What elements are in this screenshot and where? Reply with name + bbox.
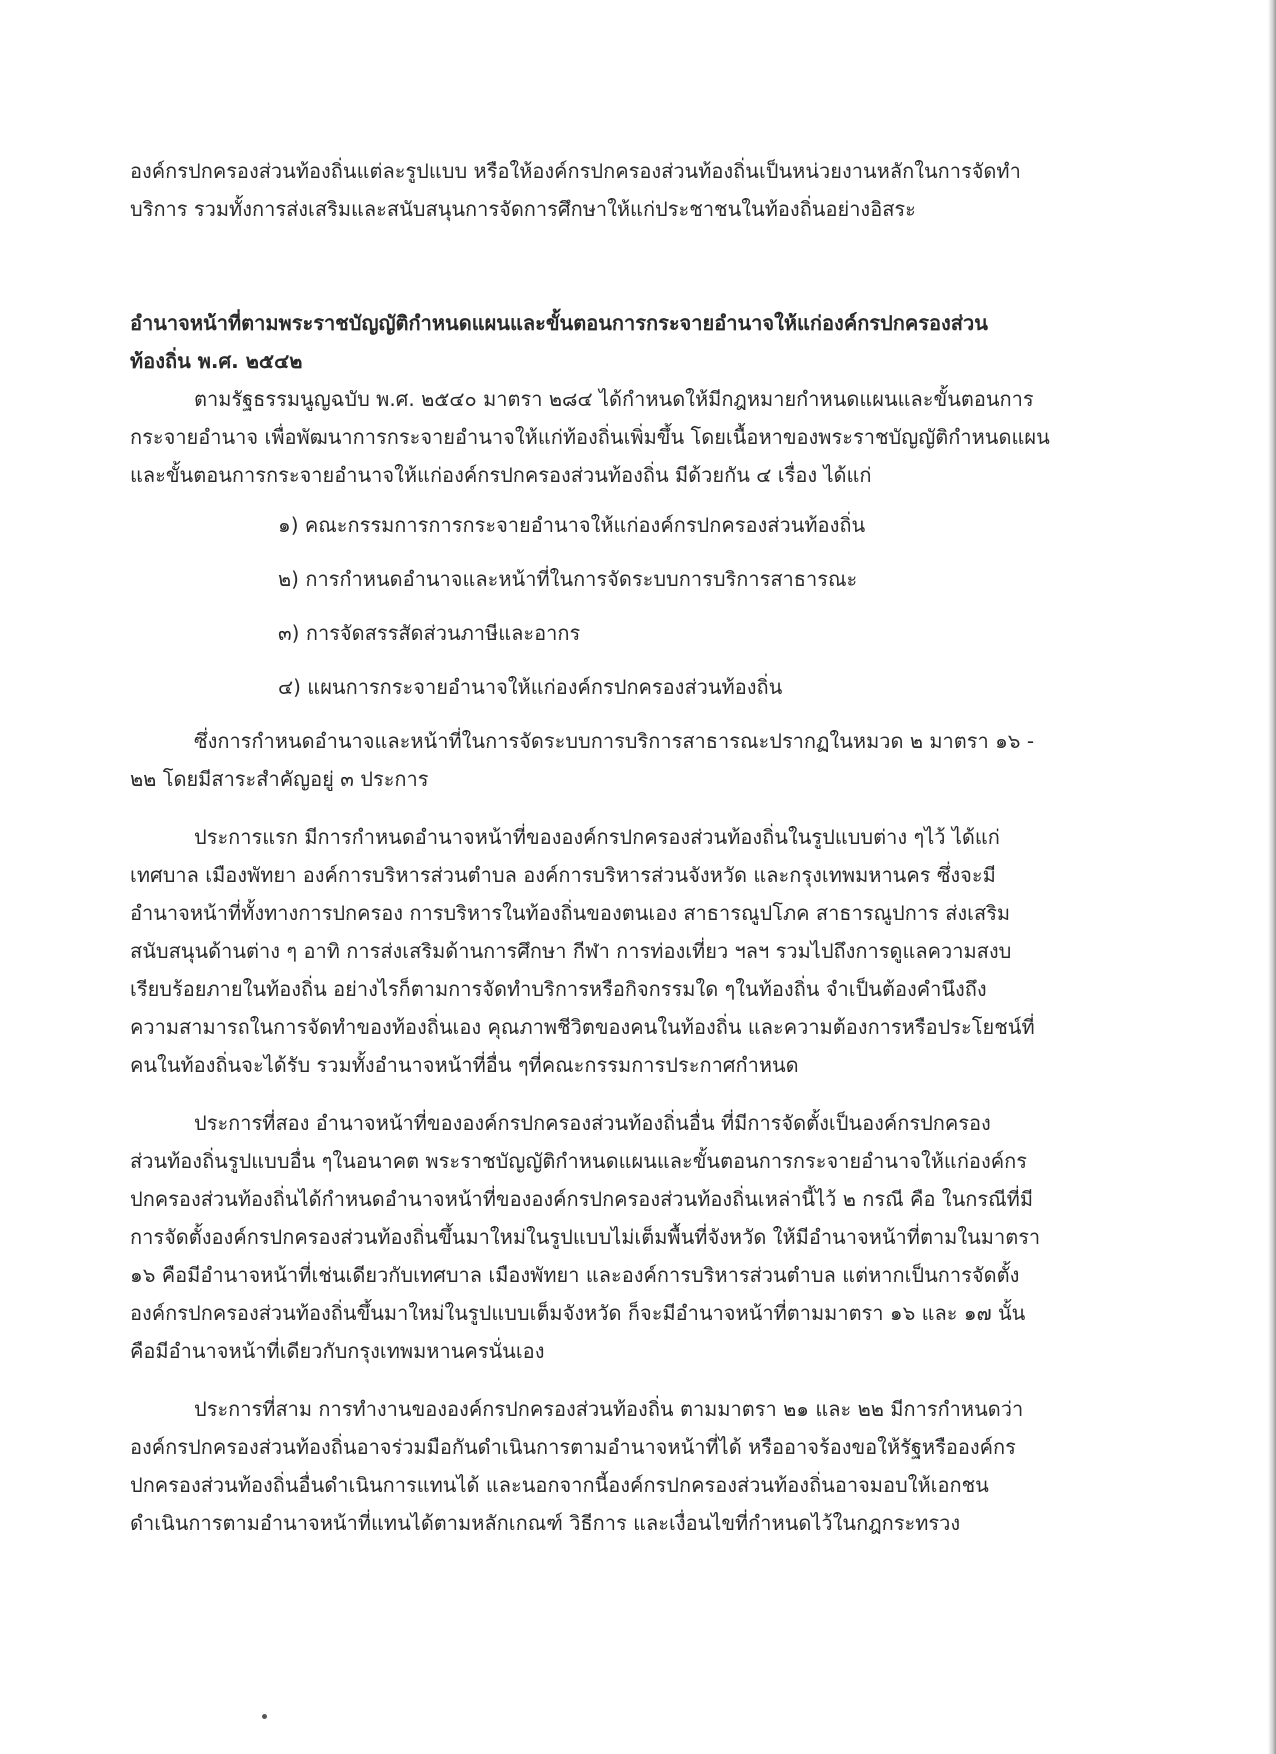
intro-paragraph bbox=[130, 152, 1090, 228]
text-line: องค์กรปกครองส่วนท้องถิ่นอาจร่วมมือกันดำเนินการตามอำนาจหน้าที่ได้ หรืออาจร้องขอให้รัฐหรือองค์กร bbox=[130, 1435, 1016, 1459]
paragraph-chapter-two bbox=[130, 722, 1090, 798]
text-line: สนับสนุนด้านต่าง ๆ อาทิ การส่งเสริมด้านการศึกษา กีฬา การท่องเที่ยว ฯลฯ รวมไปถึงการดูแลความสงบ bbox=[130, 939, 1012, 963]
text-line: ซึ่งการกำหนดอำนาจและหน้าที่ในการจัดระบบการบริการสาธารณะปรากฏในหมวด ๒ มาตรา ๑๖ - bbox=[194, 729, 1035, 753]
paragraph-third-point bbox=[130, 1390, 1090, 1542]
scan-edge-shadow bbox=[1268, 0, 1276, 1754]
text-line: องค์กรปกครองส่วนท้องถิ่นแต่ละรูปแบบ หรือให้องค์กรปกครองส่วนท้องถิ่นเป็นหน่วยงานหลักในการจัดทำ bbox=[130, 159, 1021, 183]
scan-speck bbox=[262, 1714, 267, 1719]
topic-item: ๓) การจัดสรรสัดส่วนภาษีและอากร bbox=[278, 621, 581, 645]
text-line: ความสามารถในการจัดทำของท้องถิ่นเอง คุณภาพชีวิตของคนในท้องถิ่น และความต้องการหรือประโยชน์ที่ bbox=[130, 1015, 1035, 1039]
text-line: เรียบร้อยภายในท้องถิ่น อย่างไรก็ตามการจัดทำบริการหรือกิจกรรมใด ๆในท้องถิ่น จำเป็นต้องคำนึงถึง bbox=[130, 977, 987, 1001]
text-line: และขั้นตอนการกระจายอำนาจให้แก่องค์กรปกครองส่วนท้องถิ่น มีด้วยกัน ๔ เรื่อง ได้แก่ bbox=[130, 463, 872, 487]
document-body bbox=[130, 152, 1090, 1542]
topic-list bbox=[130, 506, 1090, 706]
text-line: คนในท้องถิ่นจะได้รับ รวมทั้งอำนาจหน้าที่อื่น ๆที่คณะกรรมการประกาศกำหนด bbox=[130, 1053, 799, 1077]
text-line: ดำเนินการตามอำนาจหน้าที่แทนได้ตามหลักเกณฑ์ วิธีการ และเงื่อนไขที่กำหนดไว้ในกฎกระทรวง bbox=[130, 1511, 961, 1535]
text-line: ตามรัฐธรรมนูญฉบับ พ.ศ. ๒๕๔๐ มาตรา ๒๘๔ ได้กำหนดให้มีกฎหมายกำหนดแผนและขั้นตอนการ bbox=[194, 387, 1034, 411]
paragraph-constitution bbox=[130, 380, 1090, 494]
text-line: การจัดตั้งองค์กรปกครองส่วนท้องถิ่นขึ้นมาใหม่ในรูปแบบไม่เต็มพื้นที่จังหวัด ให้มีอำนาจหน้าที่ตามในมาตรา bbox=[130, 1225, 1041, 1249]
topic-item: ๑) คณะกรรมการการกระจายอำนาจให้แก่องค์กรปกครองส่วนท้องถิ่น bbox=[278, 513, 866, 537]
text-line: ปกครองส่วนท้องถิ่นได้กำหนดอำนาจหน้าที่ขององค์กรปกครองส่วนท้องถิ่นเหล่านี้ไว้ ๒ กรณี คือ ในกรณีที่มี bbox=[130, 1187, 1034, 1211]
text-line: บริการ รวมทั้งการส่งเสริมและสนับสนุนการจัดการศึกษาให้แก่ประชาชนในท้องถิ่นอย่างอิสระ bbox=[130, 197, 916, 221]
text-line: อำนาจหน้าที่ทั้งทางการปกครอง การบริหารในท้องถิ่นของตนเอง สาธารณูปโภค สาธารณูปการ ส่งเสริม bbox=[130, 901, 1011, 925]
text-line: ๒๒ โดยมีสาระสำคัญอยู่ ๓ ประการ bbox=[130, 767, 429, 791]
text-line: ประการที่สอง อำนาจหน้าที่ขององค์กรปกครองส่วนท้องถิ่นอื่น ที่มีการจัดตั้งเป็นองค์กรปกครอง bbox=[194, 1111, 991, 1135]
paragraph-second-point bbox=[130, 1104, 1090, 1370]
topic-item: ๒) การกำหนดอำนาจและหน้าที่ในการจัดระบบการบริการสาธารณะ bbox=[278, 567, 858, 591]
text-line: กระจายอำนาจ เพื่อพัฒนาการกระจายอำนาจให้แก่ท้องถิ่นเพิ่มขึ้น โดยเนื้อหาของพระราชบัญญัติกำหนดแผน bbox=[130, 425, 1050, 449]
text-line: ส่วนท้องถิ่นรูปแบบอื่น ๆในอนาคต พระราชบัญญัติกำหนดแผนและขั้นตอนการกระจายอำนาจให้แก่องค์กร bbox=[130, 1149, 1027, 1173]
paragraph-first-point bbox=[130, 818, 1090, 1084]
text-line: องค์กรปกครองส่วนท้องถิ่นขึ้นมาใหม่ในรูปแบบเต็มจังหวัด ก็จะมีอำนาจหน้าที่ตามมาตรา ๑๖ และ ๑๗ นั้น bbox=[130, 1301, 1026, 1325]
heading-line: ท้องถิ่น พ.ศ. ๒๕๔๒ bbox=[130, 349, 303, 373]
text-line: ๑๖ คือมีอำนาจหน้าที่เช่นเดียวกับเทศบาล เมืองพัทยา และองค์การบริหารส่วนตำบล แต่หากเป็นการจัดตั้ง bbox=[130, 1263, 1020, 1287]
topic-item: ๔) แผนการกระจายอำนาจให้แก่องค์กรปกครองส่วนท้องถิ่น bbox=[278, 675, 783, 699]
text-line: ประการแรก มีการกำหนดอำนาจหน้าที่ขององค์กรปกครองส่วนท้องถิ่นในรูปแบบต่าง ๆไว้ ได้แก่ bbox=[194, 825, 1000, 849]
text-line: ปกครองส่วนท้องถิ่นอื่นดำเนินการแทนได้ และนอกจากนี้องค์กรปกครองส่วนท้องถิ่นอาจมอบให้เอกชน bbox=[130, 1473, 989, 1497]
text-line: ประการที่สาม การทำงานขององค์กรปกครองส่วนท้องถิ่น ตามมาตรา ๒๑ และ ๒๒ มีการกำหนดว่า bbox=[194, 1397, 1024, 1421]
text-line: เทศบาล เมืองพัทยา องค์การบริหารส่วนตำบล องค์การบริหารส่วนจังหวัด และกรุงเทพมหานคร ซึ่งจะมี bbox=[130, 863, 996, 887]
text-line: คือมีอำนาจหน้าที่เดียวกับกรุงเทพมหานครนั่นเอง bbox=[130, 1339, 545, 1363]
section-heading bbox=[130, 304, 1090, 380]
heading-line: อำนาจหน้าที่ตามพระราชบัญญัติกำหนดแผนและขั้นตอนการกระจายอำนาจให้แก่องค์กรปกครองส่วน bbox=[130, 311, 988, 335]
